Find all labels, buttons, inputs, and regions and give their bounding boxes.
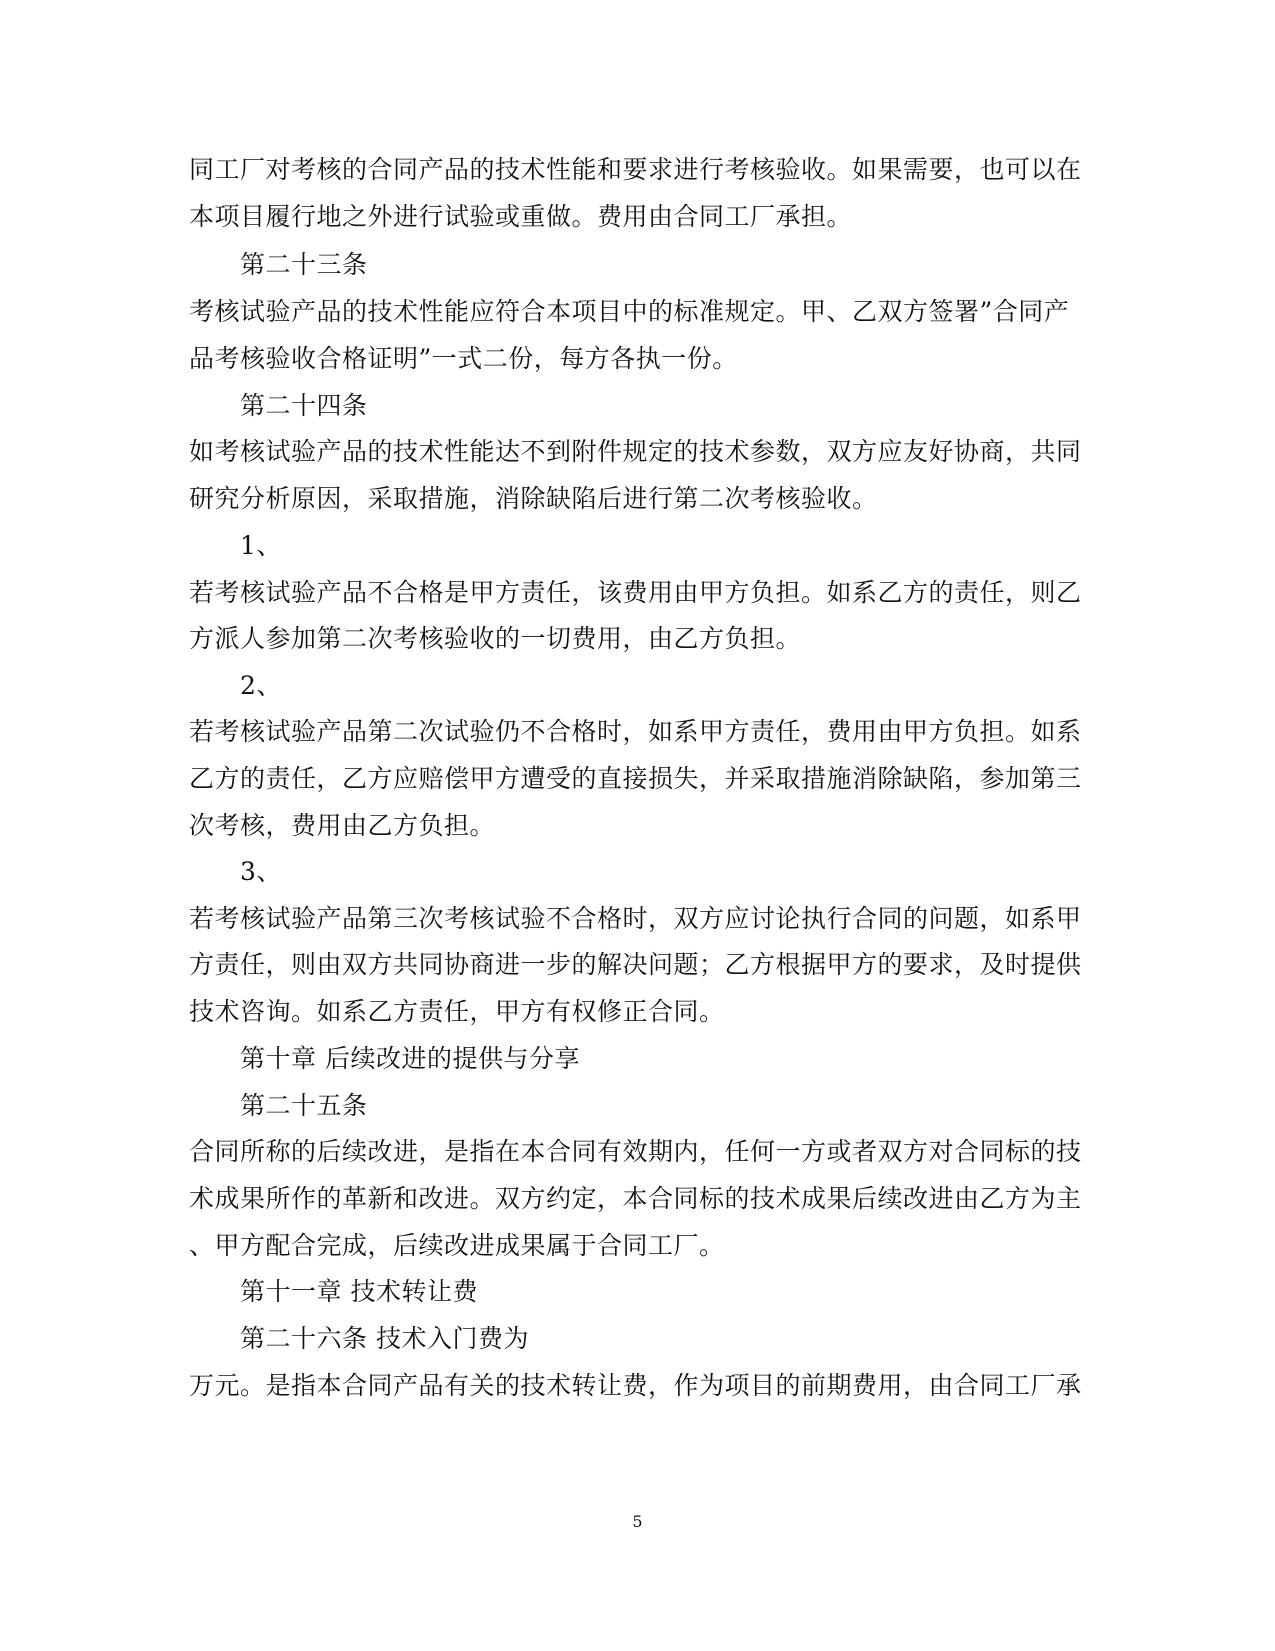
- text-line: 如考核试验产品的技术性能达不到附件规定的技术参数，双方应友好协商，共同: [189, 437, 1082, 466]
- text-line: 研究分析原因，采取措施，消除缺陷后进行第二次考核验收。: [189, 484, 878, 513]
- list-number: 1、: [240, 531, 282, 560]
- text-line: 万元。是指本合同产品有关的技术转让费，作为项目的前期费用，由合同工厂承: [189, 1371, 1082, 1400]
- text-line: 若考核试验产品第三次考核试验不合格时，双方应讨论执行合同的问题，如系甲: [189, 904, 1082, 933]
- text-line: 同工厂对考核的合同产品的技术性能和要求进行考核验收。如果需要，也可以在: [189, 155, 1082, 184]
- text-line: 品考核验收合格证明”一式二份，每方各执一份。: [189, 344, 738, 373]
- text-line: 方派人参加第二次考核验收的一切费用，由乙方负担。: [189, 624, 802, 653]
- article-heading: 第二十五条: [240, 1091, 368, 1120]
- text-line: 若考核试验产品第二次试验仍不合格时，如系甲方责任，费用由甲方负担。如系: [189, 717, 1082, 746]
- text-line: 术成果所作的革新和改进。双方约定，本合同标的技术成果后续改进由乙方为主: [189, 1184, 1082, 1213]
- article-heading: 第二十三条: [240, 250, 368, 279]
- list-number: 3、: [240, 857, 282, 886]
- text-line: 本项目履行地之外进行试验或重做。费用由合同工厂承担。: [189, 202, 853, 231]
- list-number: 2、: [240, 671, 282, 700]
- article-heading: 第二十六条 技术入门费为: [240, 1324, 529, 1353]
- text-line: 技术咨询。如系乙方责任，甲方有权修正合同。: [189, 997, 725, 1026]
- chapter-heading: 第十一章 技术转让费: [240, 1277, 478, 1306]
- text-line: 次考核，费用由乙方负担。: [189, 811, 496, 840]
- article-heading: 第二十四条: [240, 391, 368, 420]
- text-line: 方责任，则由双方共同协商进一步的解决问题；乙方根据甲方的要求，及时提供: [189, 950, 1082, 979]
- page-number: 5: [632, 1512, 643, 1531]
- text-line: 、甲方配合完成，后续改进成果属于合同工厂。: [189, 1231, 725, 1260]
- text-line: 合同所称的后续改进，是指在本合同有效期内，任何一方或者双方对合同标的技: [189, 1137, 1082, 1166]
- text-line: 若考核试验产品不合格是甲方责任，该费用由甲方负担。如系乙方的责任，则乙: [189, 578, 1082, 607]
- chapter-heading: 第十章 后续改进的提供与分享: [240, 1044, 580, 1073]
- text-line: 考核试验产品的技术性能应符合本项目中的标准规定。甲、乙双方签署”合同产: [189, 297, 1070, 326]
- text-line: 乙方的责任，乙方应赔偿甲方遭受的直接损失，并采取措施消除缺陷，参加第三: [189, 764, 1082, 793]
